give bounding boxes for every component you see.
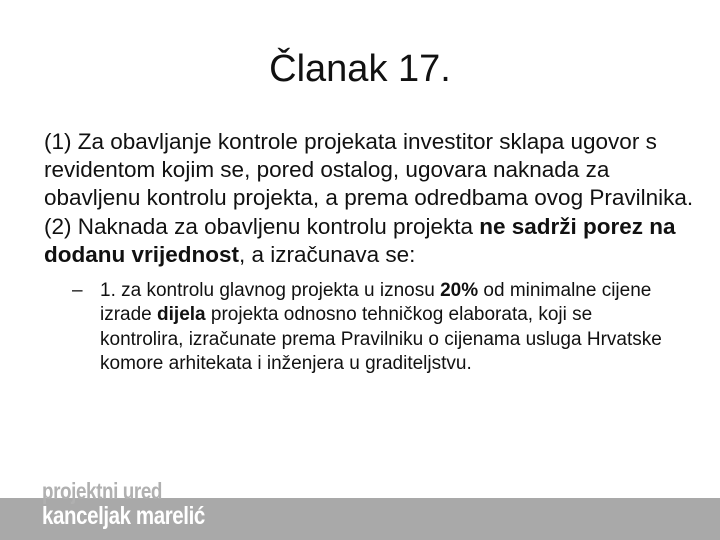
bullet-text-3: projekta odnosno tehničkog elaborata, koji se kontrolira, izračunate prema Pravilniku o cijenama usluga Hrvatske komore arhitekata i inženjera u graditeljstvu. xyxy=(100,304,662,375)
paragraph-2 xyxy=(44,213,694,269)
paragraph-2-text-before: (2) Naknada za obavljenu kontrolu projekta xyxy=(44,213,480,239)
bullet-text-2: od minimalne cijene izrade xyxy=(100,280,652,326)
bullet-bold-percent: 20% xyxy=(440,280,479,302)
bullet-bold-dijela: dijela xyxy=(157,304,206,326)
bullet-dash: – xyxy=(72,280,83,302)
bullet-text-1: 1. za kontrolu glavnog projekta u iznosu xyxy=(100,280,441,302)
logo-text-line1: projektni ured xyxy=(42,478,163,504)
paragraph-1: (1) Za obavljanje kontrole projekata investitor sklapa ugovor s revidentom kojim se, pored ostalog, ugovara naknada za obavljenu kontrolu projekta, a prema odredbama ovog Pravilnika. xyxy=(44,129,694,211)
paragraph-2-text-after: , a izračunava se: xyxy=(239,241,416,267)
paragraph-2-bold: ne sadrži porez na dodanu vrijednost xyxy=(44,213,676,267)
slide-title: Članak 17. xyxy=(269,48,451,90)
slide-body xyxy=(44,128,694,377)
bullet-item xyxy=(72,279,675,377)
logo-text-line2: kanceljak marelić xyxy=(42,502,205,530)
